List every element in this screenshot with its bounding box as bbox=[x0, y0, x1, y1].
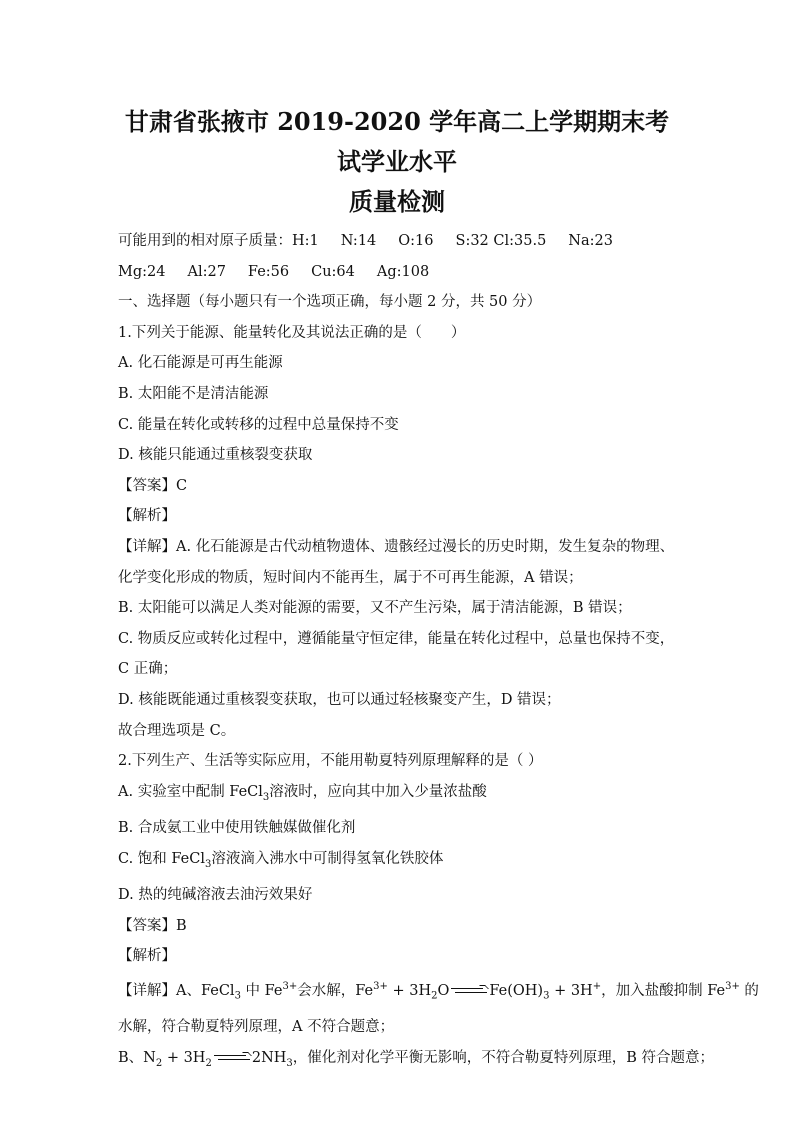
mass-n: N:14 bbox=[340, 233, 377, 249]
equilibrium-arrow-icon bbox=[451, 985, 487, 997]
q2-answer: 【答案】B bbox=[118, 917, 187, 934]
q1-conclusion: 故合理选项是 C。 bbox=[118, 722, 236, 739]
atomic-masses-label: 可能用到的相对原子质量：H:1 bbox=[118, 233, 319, 249]
q1-detail-b: B. 太阳能可以满足人类对能源的需要，又不产生污染，属于清洁能源，B 错误； bbox=[118, 600, 632, 617]
q1-option-a: A. 化石能源是可再生能源 bbox=[118, 355, 283, 372]
q1-detail-a: 【详解】A. 化石能源是古代动植物遗体、遗骸经过漫长的历史时期，发生复杂的物理、化学变化形成的物质，短时间内不能再生，属于不可再生能源，A 错误； bbox=[118, 538, 675, 586]
mass-fe: Fe:56 bbox=[247, 263, 290, 280]
q1-option-d: D. 核能只能通过重核裂变获取 bbox=[118, 447, 313, 464]
document-title: 甘肃省张掖市 2019-2020 学年高二上学期期末考试学业水平 bbox=[124, 107, 670, 176]
q1-option-c: C. 能量在转化或转移的过程中总量保持不变 bbox=[118, 416, 399, 433]
section-heading: 一、选择题（每小题只有一个选项正确，每小题 2 分，共 50 分） bbox=[118, 294, 542, 311]
q2-detail-a-cont: 水解，符合勒夏特列原理，A 不符合题意； bbox=[118, 1019, 395, 1036]
mass-cu: Cu:64 bbox=[311, 263, 355, 280]
q1-option-b: B. 太阳能不是清洁能源 bbox=[118, 385, 269, 402]
q2-option-b: B. 合成氨工业中使用铁触媒做催化剂 bbox=[118, 820, 356, 837]
q2-option-d: D. 热的纯碱溶液去油污效果好 bbox=[118, 887, 313, 904]
mass-ag: Ag:108 bbox=[376, 263, 430, 280]
mass-o: O:16 bbox=[398, 233, 434, 249]
q2-detail-b: B、$N_2 + 3H_2$ $2NH_3$，催化剂对化学平衡无影响，不符合勒夏特列原理，B 符合题意； bbox=[118, 1049, 715, 1069]
document-title-line2: 质量检测 bbox=[349, 187, 445, 216]
q1-stem: 1.下列关于能源、能量转化及其说法正确的是（ ） bbox=[118, 324, 466, 341]
q1-answer: 【答案】C bbox=[118, 477, 188, 494]
equilibrium-arrow-icon bbox=[214, 1052, 250, 1064]
q2-stem: 2.下列生产、生活等实际应用，不能用勒夏特列原理解释的是（ ） bbox=[118, 753, 543, 770]
q2-option-c: C. 饱和 FeCl$_3$溶液滴入沸水中可制得氢氧化铁胶体 bbox=[118, 850, 444, 870]
atomic-masses bbox=[118, 226, 676, 287]
q1-detail-d: D. 核能既能通过重核裂变获取，也可以通过轻核聚变产生，D 错误； bbox=[118, 691, 561, 708]
q2-analysis-label: 【解析】 bbox=[118, 948, 176, 965]
mass-al: Al:27 bbox=[187, 263, 226, 280]
q2-detail-a: 【详解】A、FeCl$_3$ 中 $Fe^{3+}$会水解，$Fe^{3+} + 3H_2O$ $Fe(OH)_3 + 3H^+$，加入盐酸抑制 $Fe^{3+}$ 的 bbox=[118, 981, 759, 1002]
q1-analysis-label: 【解析】 bbox=[118, 508, 176, 525]
q1-detail-c: C. 物质反应或转化过程中，遵循能量守恒定律，能量在转化过程中，总量也保持不变，C 正确； bbox=[118, 630, 675, 678]
q2-option-a: A. 实验室中配制 FeCl$_3$溶液时，应向其中加入少量浓盐酸 bbox=[118, 783, 487, 803]
mass-na: Na:23 bbox=[568, 233, 613, 249]
mass-mg: Mg:24 bbox=[118, 263, 166, 280]
mass-s-cl: S:32 Cl:35.5 bbox=[455, 233, 547, 249]
